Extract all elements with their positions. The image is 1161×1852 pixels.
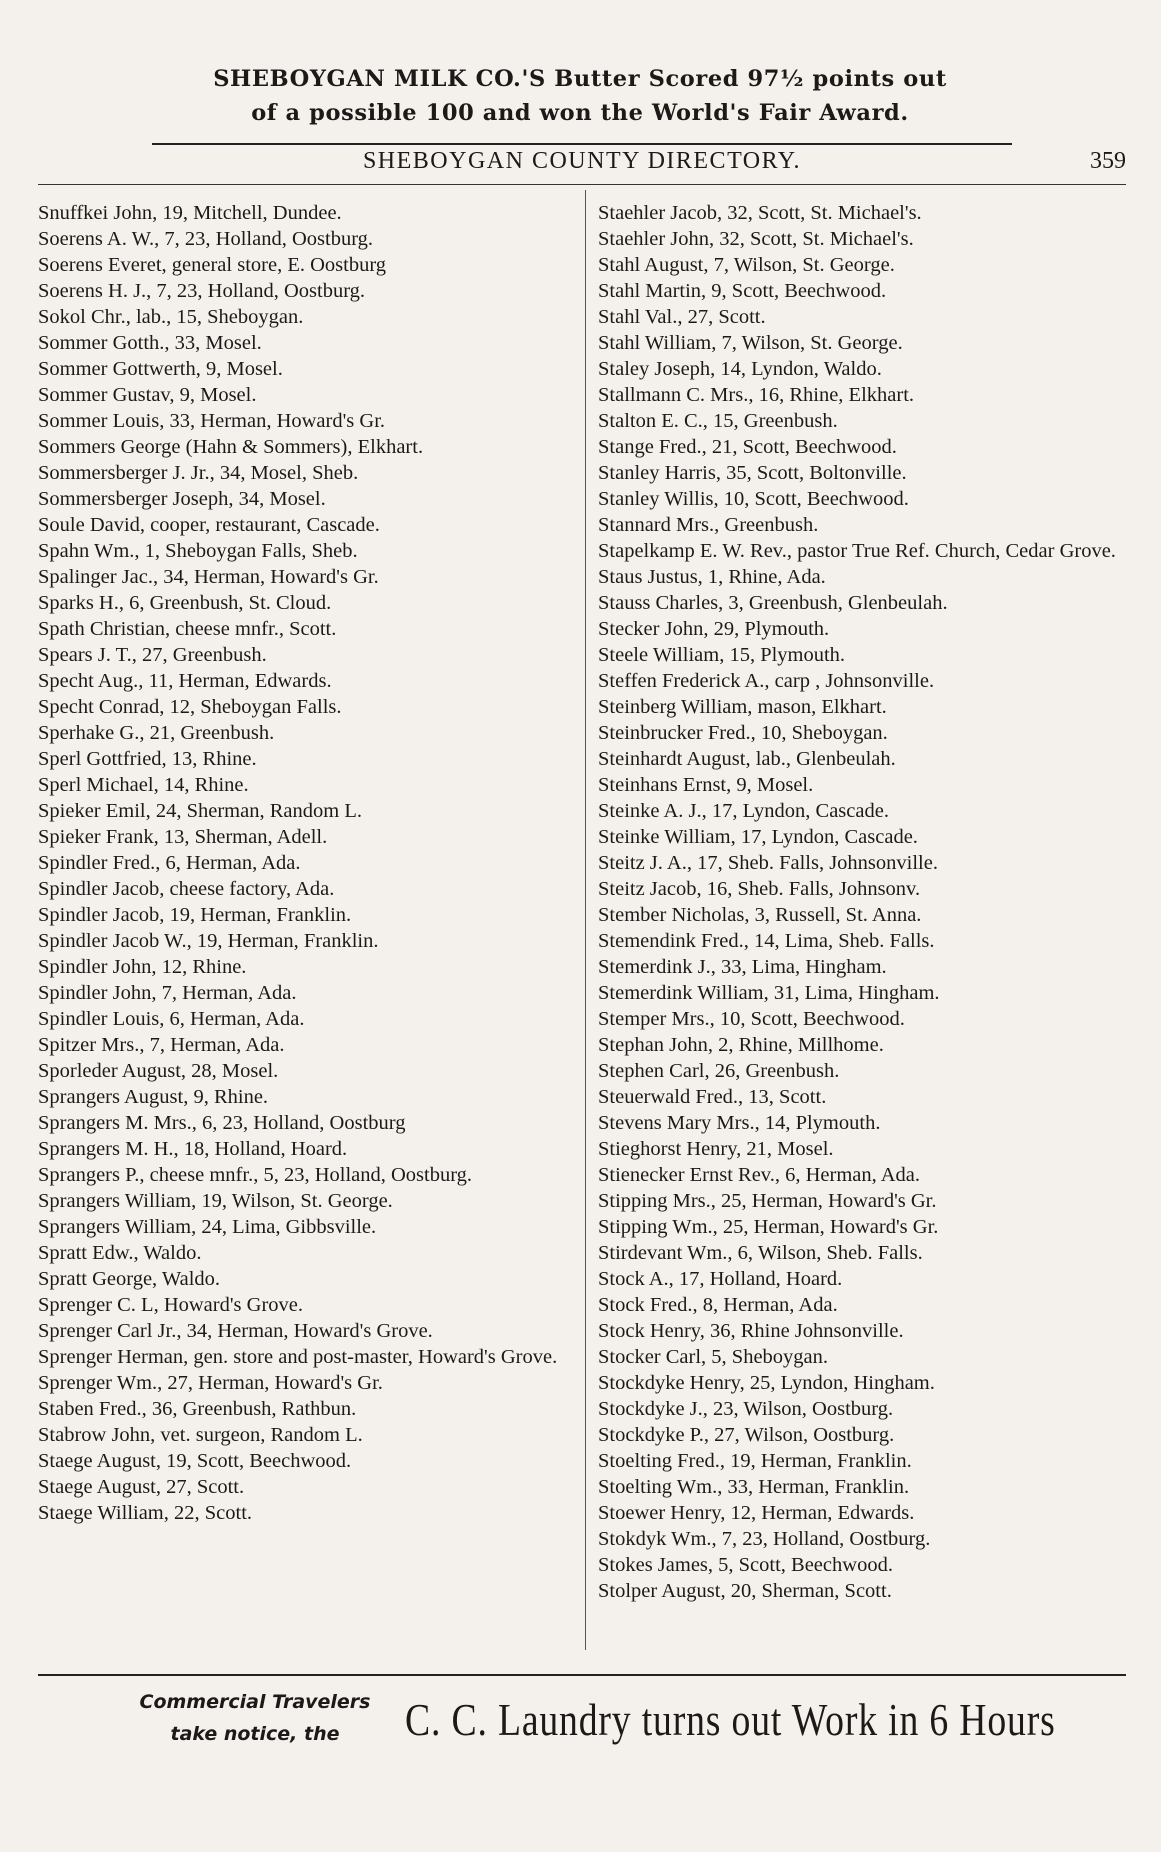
directory-entry: Stapelkamp E. W. Rev., pastor True Ref. Church, Cedar Grove. — [598, 540, 1116, 562]
directory-entry: Stahl Val., 27, Scott. — [598, 306, 766, 328]
directory-entry: Staben Fred., 36, Greenbush, Rathbun. — [38, 1398, 357, 1420]
page-number: 359 — [1090, 148, 1126, 174]
directory-entry: Stallmann C. Mrs., 16, Rhine, Elkhart. — [598, 384, 915, 406]
directory-entry: Soerens H. J., 7, 23, Holland, Oostburg. — [38, 280, 366, 302]
directory-entry: Sommers George (Hahn & Sommers), Elkhart. — [38, 436, 424, 458]
directory-entry: Stemendink Fred., 14, Lima, Sheb. Falls. — [598, 930, 935, 952]
directory-entry: Stock A., 17, Holland, Hoard. — [598, 1268, 843, 1290]
directory-entry: Staege August, 19, Scott, Beechwood. — [38, 1450, 352, 1472]
directory-entry: Stalton E. C., 15, Greenbush. — [598, 410, 838, 432]
directory-entry: Steinke A. J., 17, Lyndon, Cascade. — [598, 800, 889, 822]
footer-ad-left — [100, 1686, 410, 1750]
directory-entry: Stahl William, 7, Wilson, St. George. — [598, 332, 903, 354]
directory-entry: Sparks H., 6, Greenbush, St. Cloud. — [38, 592, 332, 614]
directory-entry: Steinberg William, mason, Elkhart. — [598, 696, 887, 718]
directory-entry: Sprangers William, 19, Wilson, St. George. — [38, 1190, 393, 1212]
directory-entry: Staege August, 27, Scott. — [38, 1476, 245, 1498]
directory-entry: Sommer Gotth., 33, Mosel. — [38, 332, 262, 354]
directory-entry: Soerens A. W., 7, 23, Holland, Oostburg. — [38, 228, 374, 250]
directory-entry: Stabrow John, vet. surgeon, Random L. — [38, 1424, 363, 1446]
directory-entry: Sommer Louis, 33, Herman, Howard's Gr. — [38, 410, 386, 432]
directory-entry: Spindler Fred., 6, Herman, Ada. — [38, 852, 301, 874]
directory-entry: Stanley Willis, 10, Scott, Beechwood. — [598, 488, 909, 510]
column-divider — [585, 190, 586, 1650]
directory-entry: Steitz Jacob, 16, Sheb. Falls, Johnsonv. — [598, 878, 921, 900]
right-column — [598, 200, 1128, 1604]
directory-entry: Sporleder August, 28, Mosel. — [38, 1060, 279, 1082]
directory-entry: Stienecker Ernst Rev., 6, Herman, Ada. — [598, 1164, 921, 1186]
directory-entry: Stirdevant Wm., 6, Wilson, Sheb. Falls. — [598, 1242, 923, 1264]
directory-entry: Spratt Edw., Waldo. — [38, 1242, 202, 1264]
directory-entry: Sprangers M. Mrs., 6, 23, Holland, Oostburg — [38, 1112, 406, 1134]
directory-entry: Stokdyk Wm., 7, 23, Holland, Oostburg. — [598, 1528, 931, 1550]
directory-entry: Specht Aug., 11, Herman, Edwards. — [38, 670, 332, 692]
left-column — [38, 200, 578, 1526]
directory-entry: Spindler Jacob, cheese factory, Ada. — [38, 878, 335, 900]
footer-ad-left-line-1: Commercial Travelers — [139, 1691, 371, 1713]
footer-ad-left-line-2: take notice, the — [170, 1723, 340, 1745]
directory-entry: Sokol Chr., lab., 15, Sheboygan. — [38, 306, 304, 328]
directory-entry: Sperhake G., 21, Greenbush. — [38, 722, 275, 744]
directory-entry: Staehler Jacob, 32, Scott, St. Michael's. — [598, 202, 922, 224]
directory-entry: Stockdyke J., 23, Wilson, Oostburg. — [598, 1398, 894, 1420]
directory-entry: Spindler John, 12, Rhine. — [38, 956, 247, 978]
directory-entry: Stecker John, 29, Plymouth. — [598, 618, 830, 640]
directory-entry: Stephen Carl, 26, Greenbush. — [598, 1060, 840, 1082]
directory-entry: Staege William, 22, Scott. — [38, 1502, 253, 1524]
directory-entry: Stockdyke P., 27, Wilson, Oostburg. — [598, 1424, 895, 1446]
directory-entry: Steffen Frederick A., carp , Johnsonville. — [598, 670, 935, 692]
directory-entry: Stokes James, 5, Scott, Beechwood. — [598, 1554, 893, 1576]
directory-entry: Steele William, 15, Plymouth. — [598, 644, 846, 666]
directory-entry: Stephan John, 2, Rhine, Millhome. — [598, 1034, 884, 1056]
directory-entry: Sperl Michael, 14, Rhine. — [38, 774, 249, 796]
directory-entry: Stipping Wm., 25, Herman, Howard's Gr. — [598, 1216, 939, 1238]
footer-rule — [38, 1674, 1126, 1676]
directory-entry: Stahl August, 7, Wilson, St. George. — [598, 254, 895, 276]
directory-entry: Spahn Wm., 1, Sheboygan Falls, Sheb. — [38, 540, 358, 562]
directory-entry: Spears J. T., 27, Greenbush. — [38, 644, 267, 666]
directory-entry: Sommer Gustav, 9, Mosel. — [38, 384, 257, 406]
running-head-rule — [38, 184, 1126, 185]
directory-entry: Sprenger C. L, Howard's Grove. — [38, 1294, 304, 1316]
directory-entry: Soerens Everet, general store, E. Oostburg — [38, 254, 387, 276]
directory-entry: Stahl Martin, 9, Scott, Beechwood. — [598, 280, 887, 302]
directory-entry: Stoelting Wm., 33, Herman, Franklin. — [598, 1476, 910, 1498]
directory-entry: Stipping Mrs., 25, Herman, Howard's Gr. — [598, 1190, 937, 1212]
directory-entry: Specht Conrad, 12, Sheboygan Falls. — [38, 696, 342, 718]
directory-entry: Stanley Harris, 35, Scott, Boltonville. — [598, 462, 907, 484]
directory-entry: Staehler John, 32, Scott, St. Michael's. — [598, 228, 914, 250]
directory-entry: Stemper Mrs., 10, Scott, Beechwood. — [598, 1008, 905, 1030]
directory-entry: Soule David, cooper, restaurant, Cascade. — [38, 514, 380, 536]
directory-entry: Stolper August, 20, Sherman, Scott. — [598, 1580, 892, 1602]
header-ad-line-2: of a possible 100 and won the World's Fair Award. — [251, 100, 909, 126]
directory-entry: Stoelting Fred., 19, Herman, Franklin. — [598, 1450, 912, 1472]
directory-entry: Stannard Mrs., Greenbush. — [598, 514, 819, 536]
directory-entry: Stange Fred., 21, Scott, Beechwood. — [598, 436, 897, 458]
header-ad-line-1: SHEBOYGAN MILK CO.'S Butter Scored 97½ points out — [213, 66, 947, 92]
directory-entry: Sprangers August, 9, Rhine. — [38, 1086, 269, 1108]
directory-entry: Steinbrucker Fred., 10, Sheboygan. — [598, 722, 888, 744]
directory-title: SHEBOYGAN COUNTY DIRECTORY. — [362, 148, 802, 174]
directory-entry: Stockdyke Henry, 25, Lyndon, Hingham. — [598, 1372, 935, 1394]
directory-entry: Steuerwald Fred., 13, Scott. — [598, 1086, 827, 1108]
running-head — [38, 148, 1126, 182]
directory-entry: Sommer Gottwerth, 9, Mosel. — [38, 358, 283, 380]
directory-entry: Steitz J. A., 17, Sheb. Falls, Johnsonville. — [598, 852, 938, 874]
directory-entry: Stieghorst Henry, 21, Mosel. — [598, 1138, 834, 1160]
directory-entry: Sprenger Carl Jr., 34, Herman, Howard's Grove. — [38, 1320, 433, 1342]
directory-entry: Stemerdink William, 31, Lima, Hingham. — [598, 982, 940, 1004]
directory-entry: Sommersberger Joseph, 34, Mosel. — [38, 488, 326, 510]
directory-entry: Staus Justus, 1, Rhine, Ada. — [598, 566, 826, 588]
directory-entry: Steinke William, 17, Lyndon, Cascade. — [598, 826, 918, 848]
directory-entry: Spindler Jacob W., 19, Herman, Franklin. — [38, 930, 379, 952]
directory-entry: Sprangers M. H., 18, Holland, Hoard. — [38, 1138, 348, 1160]
directory-entry: Stoewer Henry, 12, Herman, Edwards. — [598, 1502, 915, 1524]
directory-entry: Stock Henry, 36, Rhine Johnsonville. — [598, 1320, 904, 1342]
directory-entry: Sperl Gottfried, 13, Rhine. — [38, 748, 257, 770]
directory-entry: Snuffkei John, 19, Mitchell, Dundee. — [38, 202, 342, 224]
directory-entry: Spieker Emil, 24, Sherman, Random L. — [38, 800, 362, 822]
directory-entry: Sommersberger J. Jr., 34, Mosel, Sheb. — [38, 462, 359, 484]
directory-entry: Spindler John, 7, Herman, Ada. — [38, 982, 297, 1004]
directory-entry: Stevens Mary Mrs., 14, Plymouth. — [598, 1112, 881, 1134]
directory-entry: Spindler Louis, 6, Herman, Ada. — [38, 1008, 305, 1030]
directory-entry: Spath Christian, cheese mnfr., Scott. — [38, 618, 337, 640]
directory-entry: Steinhardt August, lab., Glenbeulah. — [598, 748, 896, 770]
directory-entry: Spieker Frank, 13, Sherman, Adell. — [38, 826, 328, 848]
directory-entry: Stocker Carl, 5, Sheboygan. — [598, 1346, 829, 1368]
directory-entry: Sprenger Herman, gen. store and post-master, Howard's Grove. — [38, 1346, 558, 1368]
header-advertisement — [80, 62, 1080, 130]
header-rule — [152, 143, 1012, 145]
directory-entry: Sprangers William, 24, Lima, Gibbsville. — [38, 1216, 377, 1238]
directory-entry: Stock Fred., 8, Herman, Ada. — [598, 1294, 838, 1316]
directory-entry: Sprangers P., cheese mnfr., 5, 23, Holland, Oostburg. — [38, 1164, 473, 1186]
directory-entry: Staley Joseph, 14, Lyndon, Waldo. — [598, 358, 882, 380]
directory-entry: Spalinger Jac., 34, Herman, Howard's Gr. — [38, 566, 379, 588]
directory-entry: Stemerdink J., 33, Lima, Hingham. — [598, 956, 887, 978]
directory-entry: Spindler Jacob, 19, Herman, Franklin. — [38, 904, 352, 926]
directory-entry: Spitzer Mrs., 7, Herman, Ada. — [38, 1034, 285, 1056]
directory-entry: Stauss Charles, 3, Greenbush, Glenbeulah. — [598, 592, 948, 614]
directory-entry: Stember Nicholas, 3, Russell, St. Anna. — [598, 904, 922, 926]
directory-entry: Spratt George, Waldo. — [38, 1268, 221, 1290]
directory-entry: Steinhans Ernst, 9, Mosel. — [598, 774, 814, 796]
footer-ad-laundry: C. C. Laundry turns out Work in 6 Hours — [405, 1694, 1056, 1745]
directory-entry: Sprenger Wm., 27, Herman, Howard's Gr. — [38, 1372, 383, 1394]
